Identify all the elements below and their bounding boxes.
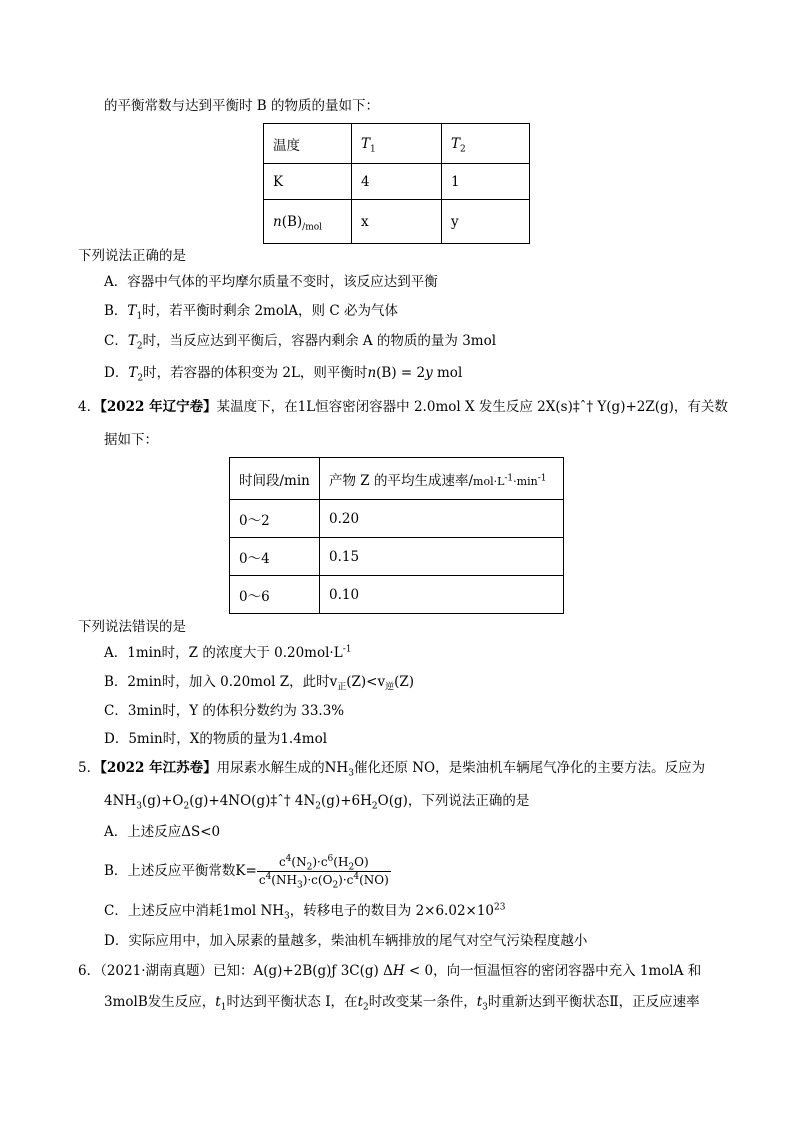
rate-table [229,457,564,614]
k-fraction [257,854,391,889]
q6-number: 6． [78,963,101,979]
q3-option-c: C．$T_2$时，当反应达到平衡后，容器内剩余 A 的物质的量为 3mol [104,333,497,352]
q5-option-b: B．上述反应平衡常数K= $\frac{c^4(N_2)\cdot c^6(H_2O)}{c^4(NH_3)\cdot c(O_2)\cdot c^4(NO)}$ [104,854,389,891]
table1-k-t1: 4 [352,164,442,200]
k-numerator: $c^4(N_2)\cdot c^6(H_2O)$ [257,854,391,872]
q4-prompt: 下列说法错误的是 [78,619,186,635]
q5-number: 5． [78,760,101,776]
equilibrium-table [263,123,530,244]
table1-k-label: K [264,164,352,200]
table1-n-t2: y [442,200,530,244]
q4-option-c: C．3min时，Y 的体积分数约为 33.3% [104,703,345,719]
q4-number: 4． [78,399,101,415]
q5-option-a: A．上述反应ΔS<0 [104,824,221,840]
rate-row-1-time: 0～2 [230,500,320,538]
table1-header-temp: 温度 [264,124,352,164]
rate-table-col2: 产物 Z 的平均生成速率$/mol\cdot L^{-1}\cdot\min^{-1}$ [320,458,564,500]
q4-stem-line2: 据如下： [104,432,158,448]
intro-line: 的平衡常数与达到平衡时 B 的物质的量如下： [104,98,380,114]
q4-source: 【2022 年辽宁卷】 [100,399,217,415]
rate-row-2-time: 0～4 [230,538,320,576]
table1-n-t1: x [352,200,442,244]
q4-option-a: A．1min时，Z 的浓度大于 $0.20mol\cdot L^{-1}$ [104,644,352,661]
q5-source: 【2022 年江苏卷】 [100,760,217,776]
q4-option-b: B．2min时，加入 0.20mol Z，此时$v_正(Z)<v_逆(Z)$ [104,674,415,693]
q6-source: （2021·湖南真题） [100,963,213,979]
q5-option-c: C．上述反应中消耗1mol $NH_3$，转移电子的数目为 $2\times 6.02\times 10^{23}$ [104,902,506,922]
rate-row-1-value: 0.20 [320,500,564,538]
q6-stem-line2: 3molB发生反应，$t_1$时达到平衡状态 I，在$t_2$时改变某一条件，$t_3$时重新达到平衡状态Ⅱ，正反应速率 [104,994,700,1013]
q5-option-d: D．实际应用中，加入尿素的量越多，柴油机车辆排放的尾气对空气污染程度越小 [104,933,588,949]
q4-stem-line1: 4．【2022 年辽宁卷】某温度下，在1L恒容密闭容器中 2.0mol X 发生反应 2X(s)‡ˆ† Y(g)+2Z(g)，有关数 [78,399,728,415]
k-denominator: $c^4(NH_3)\cdot c(O_2)\cdot c^4(NO)$ [258,872,389,891]
rate-row-3-time: 0～6 [230,576,320,614]
q3-option-b: B．$T_1$时，若平衡时剩余 2molA，则 C 必为气体 [104,303,398,322]
q3-option-a: A．容器中气体的平均摩尔质量不变时，该反应达到平衡 [104,274,438,290]
q4-option-d: D．5min时，X的物质的量为1.4mol [104,731,328,747]
rate-row-2-value: 0.15 [320,538,564,576]
q3-prompt: 下列说法正确的是 [78,248,186,264]
table1-n-label: $n(B)_{/mol}$ [264,200,352,244]
table1-k-t2: 1 [442,164,530,200]
q5-stem-line1: 5．【2022 年江苏卷】用尿素水解生成的$NH_3$催化还原 NO，是柴油机车辆尾气净化的主要方法。反应为 [78,760,706,779]
q3-option-d: D．$T_2$时，若容器的体积变为 2L，则平衡时n(B) = 2y mol [104,365,463,384]
q5-stem-line2: $4NH_3(g)+O_2(g)+4NO(g)\ddagger ˆ\dagger$ $4N_2(g)+6H_2O(g)$，下列说法正确的是 [104,793,530,812]
rate-table-col1: 时间段/min [230,458,320,500]
table1-header-t1: $T_1$ [352,124,442,164]
table1-header-t2: $T_2$ [442,124,530,164]
q6-stem-line1: 6．（2021·湖南真题）已知：A(g)+2B(g)ƒ 3C(g) ΔH < 0，向一恒温恒容的密闭容器中充入 1molA 和 [78,963,702,979]
rate-row-3-value: 0.10 [320,576,564,614]
